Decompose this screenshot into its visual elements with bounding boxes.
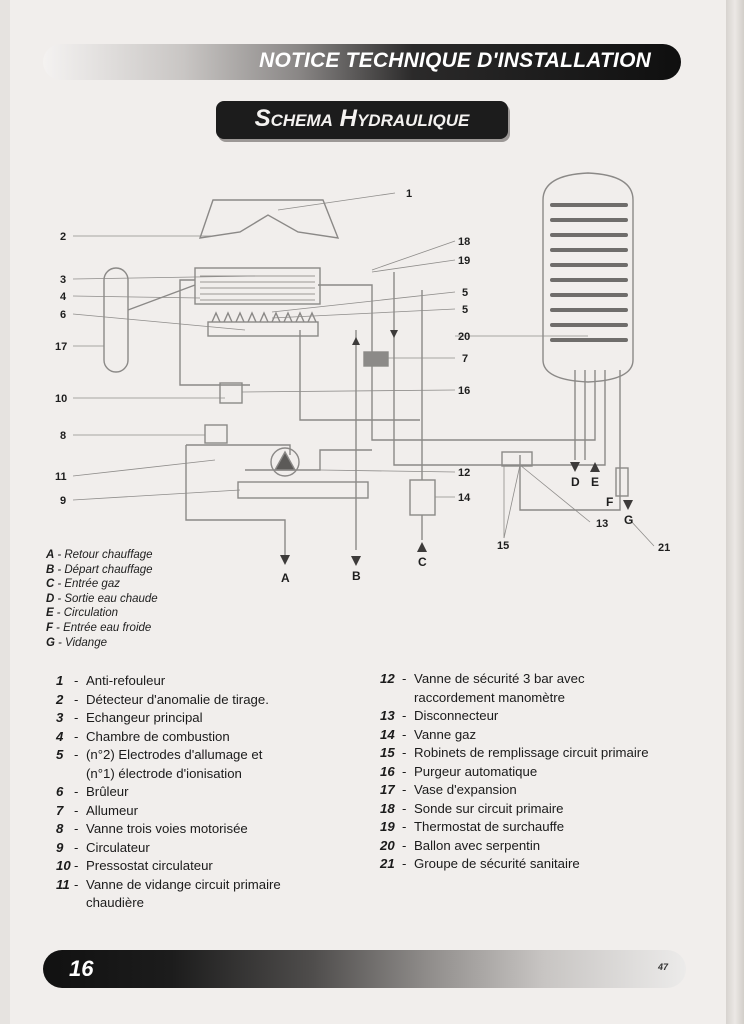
list-item: 6 - Brûleur (56, 784, 129, 799)
callout-3: 3 (60, 274, 67, 286)
pump-symbol (275, 452, 295, 470)
pipe-ignition (300, 330, 420, 420)
hydraulic-block (238, 482, 368, 498)
callout-14: 14 (458, 492, 471, 504)
callout-11: 11 (55, 471, 67, 483)
callout-10: 10 (55, 393, 68, 405)
list-item: 8 - Vanne trois voies motorisée (56, 821, 248, 836)
callout-6: 6 (60, 309, 67, 321)
port-arrows (280, 330, 633, 566)
list-item: raccordement manomètre (414, 689, 565, 705)
legend-row: D - Sortie eau chaude (46, 592, 158, 605)
expansion-vessel (104, 268, 128, 372)
list-item: 3 - Echangeur principal (56, 710, 203, 725)
legend-row: G - Vidange (46, 636, 107, 649)
callout-5b: 5 (462, 304, 469, 316)
list-item: 19 - Thermostat de surchauffe (380, 819, 565, 834)
list-item: 15 - Robinets de remplissage circuit primaire (380, 745, 649, 760)
pipe-pump (245, 450, 372, 470)
callout-18: 18 (458, 236, 471, 248)
legend-row: F - Entrée eau froide (46, 621, 152, 634)
list-item: 14 - Vanne gaz (380, 726, 477, 742)
gas-valve (410, 480, 435, 515)
port-e: E (591, 475, 600, 489)
list-item: 4 - Chambre de combustion (56, 728, 230, 744)
port-a: A (281, 571, 290, 585)
port-f: F (606, 495, 614, 509)
callout-5a: 5 (462, 287, 469, 299)
port-g: G (624, 513, 634, 527)
safety-group (616, 468, 628, 496)
port-c: C (418, 555, 427, 569)
list-item: 17 - Vase d'expansion (380, 782, 517, 797)
pipe-cylinder (575, 370, 620, 470)
list-item: 18 - Sonde sur circuit primaire (380, 800, 564, 816)
igniter (364, 352, 388, 366)
list-item: 11 - Vanne de vidange circuit primaire (56, 876, 281, 892)
port-b: B (352, 569, 361, 583)
leader-lines (73, 193, 654, 546)
pipe-return (394, 272, 605, 465)
legend-row: A - Retour chauffage (46, 549, 153, 561)
callout-15: 15 (497, 540, 510, 552)
callout-8: 8 (60, 430, 67, 442)
exchanger-fins (200, 276, 315, 300)
coil (552, 205, 626, 340)
draft-hood (200, 200, 338, 238)
footer-band (43, 950, 686, 988)
callout-17: 17 (55, 341, 68, 353)
callout-1: 1 (406, 188, 413, 200)
callout-20: 20 (458, 331, 471, 343)
list-item: 7 - Allumeur (56, 802, 139, 818)
list-item: 5 - (n°2) Electrodes d'allumage et (56, 747, 263, 762)
callout-9: 9 (60, 495, 67, 507)
callout-13: 13 (596, 518, 609, 530)
three-way-valve (205, 425, 227, 443)
component-list-left (56, 672, 356, 913)
burner (208, 322, 318, 336)
callout-12: 12 (458, 467, 471, 479)
burner-flames (212, 313, 316, 322)
callout-21: 21 (658, 542, 671, 554)
callout-16: 16 (458, 385, 471, 397)
list-item: 20 - Ballon avec serpentin (380, 837, 541, 853)
sheet-number: 47 (657, 962, 668, 972)
page-number: 16 (69, 956, 94, 981)
callout-19: 19 (458, 255, 471, 267)
list-item: 1 - Anti-refouleur (56, 673, 166, 688)
list-item: chaudière (86, 895, 144, 910)
list-item: 21 - Groupe de sécurité sanitaire (380, 856, 580, 871)
list-item: (n°1) électrode d'ionisation (86, 765, 242, 781)
pressure-switch (220, 383, 242, 403)
callout-2: 2 (60, 231, 67, 243)
callout-4: 4 (60, 291, 67, 303)
diagram-drawing (73, 173, 654, 555)
disconnector (502, 452, 532, 466)
port-d: D (571, 475, 580, 489)
component-list-right (380, 670, 700, 874)
list-item: 12 - Vanne de sécurité 3 bar avec (380, 671, 585, 686)
document-title: NOTICE TECHNIQUE D'INSTALLATION (259, 49, 651, 72)
list-item: 13 - Disconnecteur (380, 708, 499, 723)
heat-exchanger (195, 268, 320, 304)
list-item: 9 - Circulateur (56, 839, 150, 855)
callout-labels (55, 188, 670, 554)
section-title: Schema Hydraulique (254, 105, 470, 132)
list-item: 10 - Pressostat circulateur (56, 858, 213, 873)
legend-row: E - Circulation (46, 607, 119, 620)
pipe-primary-left (128, 280, 250, 385)
legend-row: B - Départ chauffage (46, 563, 153, 576)
port-legend (46, 548, 158, 650)
list-item: 16 - Purgeur automatique (380, 763, 538, 779)
list-item: 2 - Détecteur d'anomalie de tirage. (56, 691, 269, 707)
legend-row: C - Entrée gaz (46, 578, 120, 591)
callout-7: 7 (462, 353, 469, 365)
